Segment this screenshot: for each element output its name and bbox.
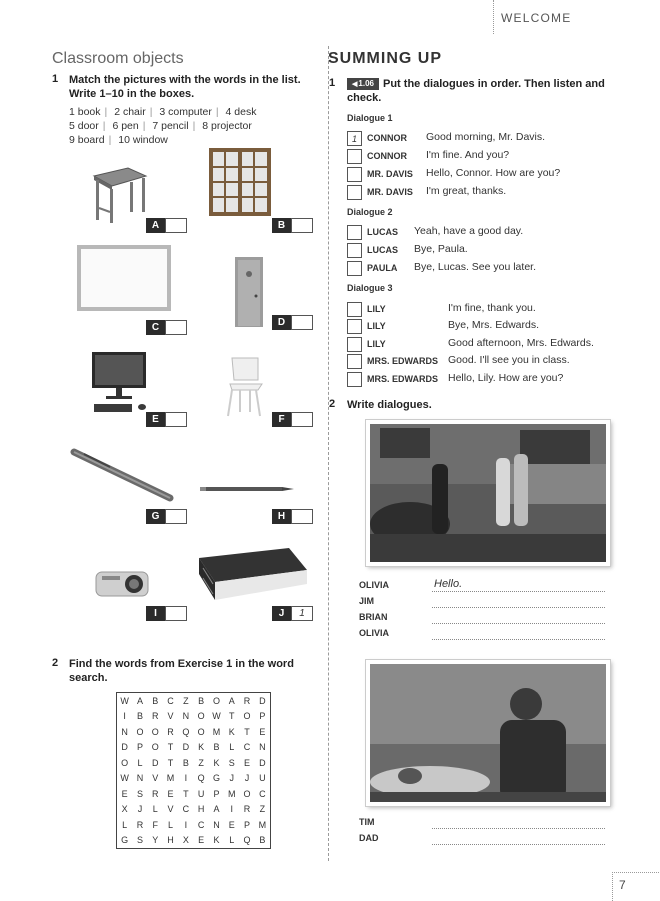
ex1-instruction: Match the pictures with the words in the list. Write 1–10 in the boxes. (69, 74, 301, 100)
answer-box[interactable] (165, 320, 187, 335)
grid-cell[interactable]: N (213, 819, 220, 830)
grid-cell[interactable]: D (259, 757, 266, 768)
grid-cell[interactable]: O (197, 726, 205, 737)
word-item: 7 pencil (152, 120, 189, 132)
left-title: Classroom objects (52, 50, 184, 67)
grid-cell[interactable]: V (167, 711, 174, 722)
grid-cell[interactable]: N (259, 742, 266, 753)
column-divider (328, 46, 329, 861)
grid-cell[interactable]: B (213, 742, 220, 753)
dialogue-line: MR. DAVIS I'm great, thanks. (347, 185, 597, 201)
grid-cell[interactable]: B (182, 757, 189, 768)
grid-cell[interactable]: Z (198, 757, 204, 768)
door-image (234, 256, 264, 328)
grid-cell[interactable]: G (212, 773, 220, 784)
grid-cell[interactable]: B (259, 835, 266, 846)
r-ex2-instruction: Write dialogues. (347, 399, 432, 411)
ex2-instruction: Find the words from Exercise 1 in the word search. (69, 658, 294, 684)
grid-cell[interactable]: I (184, 819, 188, 830)
word-item: 9 board (69, 134, 105, 146)
grid-cell[interactable]: E (244, 757, 251, 768)
grid-cell[interactable]: F (152, 819, 158, 830)
grid-cell[interactable]: C (259, 788, 266, 799)
answer-box[interactable] (165, 509, 187, 524)
order-box[interactable] (347, 319, 362, 334)
word-item: 1 book (69, 106, 101, 118)
label-F: F (272, 412, 313, 427)
grid-cell[interactable]: I (184, 773, 188, 784)
order-box[interactable] (347, 372, 362, 387)
grid-cell[interactable]: M (227, 788, 236, 799)
order-box[interactable] (347, 225, 362, 240)
audio-track-icon[interactable]: ◀ 1.06 (347, 78, 379, 90)
write-line: TIM (359, 815, 609, 831)
answer-box[interactable] (291, 509, 313, 524)
answer-field[interactable]: Hello. (434, 578, 463, 590)
grid-cell[interactable]: L (229, 835, 235, 846)
r-ex1-instruction: ◀ 1.06 Put the dialogues in order. Then listen and check. (347, 77, 605, 105)
grid-cell[interactable]: X (121, 804, 128, 815)
grid-cell[interactable]: P (136, 742, 143, 753)
r-ex1-number: 1 (329, 77, 336, 89)
grid-cell[interactable]: K (213, 757, 220, 768)
grid-cell[interactable]: E (198, 835, 205, 846)
page-number: 7 (619, 878, 626, 892)
grid-cell[interactable]: O (151, 726, 159, 737)
grid-cell[interactable]: H (197, 804, 205, 815)
grid-cell[interactable]: J (137, 804, 143, 815)
grid-cell[interactable]: B (198, 695, 205, 706)
label-C: C (146, 320, 187, 335)
grid-cell[interactable]: T (244, 726, 250, 737)
write-line: OLIVIA Hello. (359, 578, 609, 594)
book-image (193, 544, 311, 606)
answer-box[interactable] (291, 218, 313, 233)
grid-cell[interactable]: E (121, 788, 128, 799)
section-header (493, 0, 660, 34)
grid-cell[interactable]: C (243, 742, 251, 753)
grid-cell[interactable]: R (243, 804, 251, 815)
grid-cell[interactable]: O (121, 757, 129, 768)
grid-cell[interactable]: R (243, 695, 251, 706)
answer-box[interactable] (165, 218, 187, 233)
grid-cell[interactable]: G (121, 835, 129, 846)
grid-cell[interactable]: A (228, 695, 235, 706)
grid-cell[interactable]: P (213, 788, 220, 799)
grid-cell[interactable]: R (167, 726, 174, 737)
grid-cell[interactable]: C (182, 804, 190, 815)
grid-cell[interactable]: M (212, 726, 221, 737)
word-item: 4 desk (225, 106, 257, 118)
order-box[interactable] (347, 185, 362, 200)
grid-cell[interactable]: O (136, 726, 144, 737)
photo-dad-and-child (366, 660, 610, 806)
grid-cell[interactable]: I (230, 804, 233, 815)
dialogue-line: LILY Bye, Mrs. Edwards. (347, 319, 607, 335)
grid-cell[interactable]: P (244, 819, 251, 830)
ex1-number: 1 (52, 73, 59, 85)
order-box[interactable] (347, 261, 362, 276)
grid-cell[interactable]: R (136, 819, 144, 830)
right-title: SUMMING UP (328, 50, 442, 67)
dialogue-line: MR. DAVIS Hello, Connor. How are you? (347, 167, 597, 183)
dialogue-2-title: Dialogue 2 (347, 207, 393, 217)
grid-cell[interactable]: S (136, 835, 143, 846)
order-box[interactable] (347, 354, 362, 369)
grid-cell[interactable]: K (198, 742, 205, 753)
dialogue-line: CONNOR I'm fine. And you? (347, 149, 597, 165)
grid-cell[interactable]: V (167, 804, 174, 815)
grid-cell[interactable]: T (183, 788, 189, 799)
grid-cell[interactable]: Q (197, 773, 205, 784)
grid-cell[interactable]: O (151, 742, 159, 753)
dialogue-1-title: Dialogue 1 (347, 113, 393, 123)
grid-cell[interactable]: S (228, 757, 235, 768)
grid-cell[interactable]: Q (243, 835, 251, 846)
grid-cell[interactable]: U (197, 788, 205, 799)
write-line: DAD (359, 831, 609, 847)
order-box[interactable] (347, 149, 362, 164)
section-label: WELCOME (501, 11, 572, 25)
label-J: J 1 (272, 606, 313, 621)
dialogue-line: LUCAS Yeah, have a good day. (347, 225, 597, 241)
grid-cell[interactable]: M (166, 773, 175, 784)
grid-cell[interactable]: C (197, 819, 205, 830)
grid-cell[interactable]: D (121, 742, 128, 753)
word-item: 5 door (69, 120, 99, 132)
grid-cell[interactable]: K (228, 726, 235, 737)
label-H: H (272, 509, 313, 524)
order-box[interactable] (347, 243, 362, 258)
grid-cell[interactable]: J (244, 773, 250, 784)
grid-cell[interactable]: W (212, 711, 221, 722)
pen-image (70, 446, 178, 506)
grid-cell[interactable]: L (229, 742, 235, 753)
order-box[interactable] (347, 302, 362, 317)
grid-cell[interactable]: H (167, 835, 174, 846)
grid-cell[interactable]: T (228, 711, 235, 722)
grid-cell[interactable]: O (243, 711, 251, 722)
grid-cell[interactable]: A (213, 804, 220, 815)
photo-school-scene (366, 420, 610, 566)
grid-cell[interactable]: D (259, 695, 266, 706)
grid-cell[interactable]: L (137, 757, 143, 768)
grid-cell[interactable]: Q (182, 726, 190, 737)
dialogue-3-title: Dialogue 3 (347, 283, 393, 293)
word-item: 6 pen (112, 120, 139, 132)
grid-cell[interactable]: Z (183, 695, 189, 706)
label-B: B (272, 218, 313, 233)
grid-cell[interactable]: E (259, 726, 266, 737)
label-A: A (146, 218, 187, 233)
dialogue-line: 1 CONNOR Good morning, Mr. Davis. (347, 131, 597, 147)
label-E: E (146, 412, 187, 427)
grid-cell[interactable]: W (120, 773, 129, 784)
grid-cell[interactable]: O (197, 711, 205, 722)
dialogue-line: MRS. EDWARDS Hello, Lily. How are you? (347, 372, 607, 388)
word-list: 1 book | 2 chair | 3 computer | 4 desk 5 door | 6 pen | 7 pencil | 8 projector 9 board | 10 window (69, 106, 257, 146)
grid-cell[interactable]: M (258, 819, 267, 830)
label-G: G (146, 509, 187, 524)
page-number-box (612, 872, 660, 901)
whiteboard-image (76, 244, 172, 314)
desk-image (88, 164, 150, 226)
grid-cell[interactable]: N (136, 773, 144, 784)
grid-cell[interactable]: E (167, 788, 174, 799)
answer-box[interactable] (291, 412, 313, 427)
grid-cell[interactable]: K (213, 835, 220, 846)
window-image (208, 147, 272, 217)
grid-cell[interactable]: Z (259, 804, 266, 815)
grid-cell[interactable]: C (167, 695, 174, 706)
answer-box[interactable] (165, 412, 187, 427)
dialogue-line: MRS. EDWARDS Good. I'll see you in class. (347, 354, 607, 370)
grid-cell[interactable]: R (151, 788, 159, 799)
grid-cell[interactable]: L (122, 819, 128, 830)
pencil-image (198, 482, 296, 496)
label-I: I (146, 606, 187, 621)
grid-cell[interactable]: S (136, 788, 143, 799)
grid-cell[interactable]: I (123, 711, 126, 722)
grid-cell[interactable]: N (182, 711, 190, 722)
grid-cell[interactable]: Y (152, 835, 159, 846)
grid-cell[interactable]: L (152, 804, 158, 815)
word-item: 2 chair (114, 106, 146, 118)
dialogue-line: PAULA Bye, Lucas. See you later. (347, 261, 597, 277)
grid-cell[interactable]: J (229, 773, 234, 784)
projector-image (88, 560, 156, 606)
order-box[interactable]: 1 (347, 131, 362, 146)
word-item: 3 computer (159, 106, 212, 118)
answer-box[interactable]: 1 (291, 606, 313, 621)
grid-cell[interactable]: O (212, 695, 220, 706)
write-line: JIM (359, 594, 609, 610)
order-box[interactable] (347, 337, 362, 352)
ex2-number: 2 (52, 657, 59, 669)
grid-cell[interactable]: U (259, 773, 266, 784)
label-D: D (272, 315, 313, 330)
grid-cell[interactable]: D (182, 742, 190, 753)
dialogue-line: LUCAS Bye, Paula. (347, 243, 597, 259)
answer-box[interactable] (291, 315, 313, 330)
grid-cell[interactable]: W (120, 695, 129, 706)
write-line: BRIAN (359, 610, 609, 626)
r-ex2-number: 2 (329, 398, 336, 410)
grid-cell[interactable]: E (228, 819, 235, 830)
chair-image (222, 354, 272, 418)
grid-cell[interactable]: P (259, 711, 266, 722)
word-search-grid[interactable] (116, 692, 271, 849)
grid-cell[interactable]: L (168, 819, 174, 830)
grid-cell[interactable]: O (243, 788, 251, 799)
grid-cell[interactable]: X (182, 835, 189, 846)
word-item: 8 projector (202, 120, 252, 132)
write-line: OLIVIA (359, 626, 609, 642)
dialogue-line: LILY I'm fine, thank you. (347, 302, 607, 318)
computer-image (88, 350, 152, 418)
grid-cell[interactable]: V (152, 773, 159, 784)
grid-cell[interactable]: T (167, 742, 174, 753)
grid-cell[interactable]: T (167, 757, 174, 768)
answer-box[interactable] (165, 606, 187, 621)
grid-cell[interactable]: N (121, 726, 128, 737)
dialogue-line: LILY Good afternoon, Mrs. Edwards. (347, 337, 607, 353)
word-item: 10 window (118, 134, 168, 146)
grid-cell[interactable]: R (151, 711, 159, 722)
grid-cell[interactable]: B (136, 711, 143, 722)
grid-cell[interactable]: D (151, 757, 159, 768)
order-box[interactable] (347, 167, 362, 182)
grid-cell[interactable]: B (152, 695, 159, 706)
grid-cell[interactable]: A (136, 695, 143, 706)
